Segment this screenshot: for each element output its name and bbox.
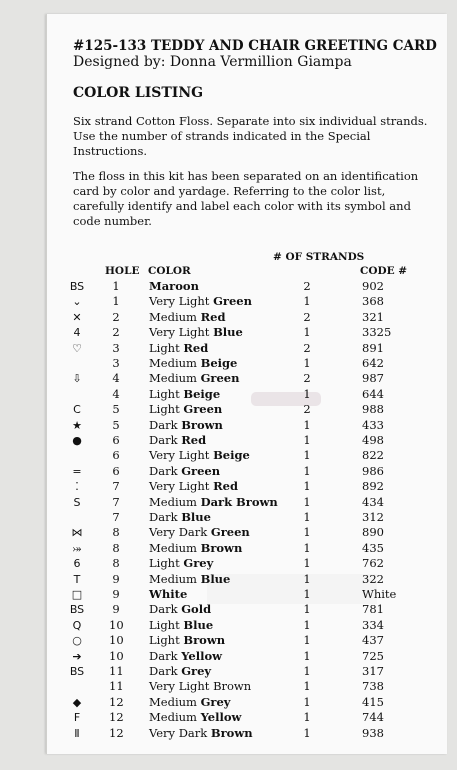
table-row <box>47 402 447 417</box>
strand-count: 1 <box>303 525 311 540</box>
color-name <box>149 679 251 694</box>
strand-count: 1 <box>303 448 311 463</box>
color-main: Red <box>183 340 209 355</box>
header-color: COLOR <box>148 265 191 277</box>
strand-count: 1 <box>303 294 311 309</box>
hole-number: 11 <box>109 664 124 678</box>
color-prefix: Light <box>149 402 184 417</box>
floss-code: 322 <box>362 571 384 586</box>
color-main: Red <box>213 479 238 494</box>
strand-count: 1 <box>303 494 311 509</box>
pattern-symbol-icon: S <box>73 495 81 509</box>
hole-number: 3 <box>112 356 120 370</box>
color-name <box>149 387 220 402</box>
pattern-symbol-icon: ➔ <box>72 649 82 663</box>
table-row <box>47 587 447 602</box>
hole-number: 8 <box>112 525 120 540</box>
floss-code: 781 <box>362 602 384 617</box>
strand-count: 1 <box>303 540 311 555</box>
hole-number: 4 <box>112 371 120 386</box>
color-name <box>149 325 243 340</box>
table-row <box>47 464 447 479</box>
floss-code: 891 <box>362 340 384 355</box>
color-main: Green <box>210 525 250 540</box>
color-prefix: Medium <box>149 694 201 709</box>
color-name <box>149 495 278 510</box>
color-main: Blue <box>181 510 211 524</box>
color-prefix: Light <box>149 617 184 632</box>
hole-number: 6 <box>112 463 120 478</box>
color-main: Blue <box>213 325 243 340</box>
floss-code: 890 <box>362 525 384 540</box>
color-name <box>149 695 230 710</box>
color-prefix: Dark <box>149 463 182 478</box>
strand-count: 1 <box>303 710 311 725</box>
floss-code: 334 <box>362 617 384 632</box>
color-name <box>149 294 252 309</box>
color-main: Blue <box>183 617 214 632</box>
floss-code: 3325 <box>362 325 392 340</box>
strand-count: 1 <box>303 479 311 494</box>
pattern-symbol-icon: □ <box>71 588 83 601</box>
table-row <box>47 710 447 725</box>
color-prefix: Medium <box>149 540 201 555</box>
pattern-symbol-icon: ○ <box>72 634 82 648</box>
floss-code: 938 <box>362 725 384 740</box>
floss-code: 435 <box>362 540 384 555</box>
table-row <box>47 279 447 294</box>
strand-count: 2 <box>303 402 311 417</box>
hole-number: 6 <box>112 433 120 447</box>
hole-number: 8 <box>112 540 120 555</box>
strand-count: 1 <box>303 417 311 432</box>
floss-code: 986 <box>362 463 384 478</box>
pattern-symbol-icon: ● <box>72 434 82 447</box>
color-main: White <box>149 587 188 601</box>
floss-code: 368 <box>362 294 384 309</box>
table-row <box>47 433 447 448</box>
color-main: Brown <box>183 633 226 648</box>
hole-number: 3 <box>112 340 120 355</box>
floss-code: 892 <box>362 479 384 494</box>
hole-number: 12 <box>109 710 124 725</box>
color-name <box>149 448 250 463</box>
table-row <box>47 525 447 540</box>
color-main: Red <box>181 433 207 447</box>
color-main: Grey <box>183 556 214 571</box>
color-main: Beige <box>200 356 238 370</box>
strand-count: 1 <box>303 648 311 663</box>
strand-count: 1 <box>303 617 311 632</box>
pattern-symbol-icon: = <box>72 464 82 478</box>
pattern-symbol-icon: C <box>73 403 81 417</box>
strand-count: 1 <box>303 463 311 478</box>
color-name <box>149 433 206 448</box>
color-name <box>149 602 211 617</box>
color-main: Grey <box>200 694 231 709</box>
table-row <box>47 356 447 371</box>
table-row <box>47 341 447 356</box>
floss-code: 434 <box>362 494 384 509</box>
hole-number: 7 <box>112 510 120 524</box>
color-name <box>149 418 223 433</box>
hole-number: 6 <box>112 448 120 463</box>
strand-count: 1 <box>303 433 311 447</box>
instructions-paragraph-1: Six strand Cotton Floss. Separate into six individual strands. Use the number of strands indicated in the Special Instructions. <box>73 114 428 158</box>
hole-number: 11 <box>109 679 124 694</box>
color-prefix: Very Light <box>149 325 214 340</box>
table-row <box>47 602 447 617</box>
color-main: Blue <box>200 571 231 586</box>
color-name <box>149 541 242 556</box>
color-main: Gold <box>181 602 212 617</box>
designer-line <box>73 54 352 70</box>
color-name <box>149 649 222 664</box>
instruction-card <box>46 14 447 754</box>
color-name <box>149 587 187 602</box>
color-prefix: Medium <box>149 371 201 386</box>
strand-count: 1 <box>303 571 311 586</box>
hole-number: 7 <box>112 479 120 494</box>
color-main: Brown <box>200 540 243 555</box>
strand-count: 1 <box>303 356 311 370</box>
hole-number: 1 <box>112 279 120 293</box>
hole-number: 2 <box>112 309 120 324</box>
color-main: Green <box>200 371 240 386</box>
floss-code: 642 <box>362 356 384 370</box>
pattern-symbol-icon: ◆ <box>72 695 82 709</box>
color-name <box>149 279 199 294</box>
table-row <box>47 325 447 340</box>
hole-number: 9 <box>112 587 120 601</box>
color-main: Maroon <box>149 279 199 293</box>
strand-count: 1 <box>303 386 311 401</box>
color-name <box>149 572 230 587</box>
strand-count: 1 <box>303 633 311 648</box>
color-name <box>149 310 226 325</box>
floss-code: 822 <box>362 448 384 463</box>
header-hole: HOLE <box>105 265 140 277</box>
color-prefix: Medium <box>149 571 201 586</box>
color-prefix: Medium <box>149 710 201 725</box>
color-main: Brown <box>181 417 223 432</box>
color-name <box>149 371 239 386</box>
table-row <box>47 310 447 325</box>
color-prefix: Very Light <box>149 448 214 463</box>
strand-count: 1 <box>303 725 311 740</box>
color-prefix: Dark <box>149 648 182 663</box>
color-name <box>149 402 222 417</box>
color-name <box>149 356 237 371</box>
color-main: Brown <box>210 725 253 740</box>
hole-number: 9 <box>112 602 120 617</box>
instructions-paragraph-2: The floss in this kit has been separated on an identification card by color and yardage. Referring to the color list, carefully identify and label each color with its symbol and code number. <box>73 169 419 228</box>
pattern-symbol-icon: ★ <box>72 418 82 432</box>
table-row <box>47 495 447 510</box>
hole-number: 12 <box>109 694 124 709</box>
pattern-symbol-icon: Ⅱ <box>74 726 80 740</box>
color-name <box>149 341 208 356</box>
hole-number: 2 <box>112 325 120 340</box>
table-row <box>47 679 447 694</box>
floss-code: 738 <box>362 679 384 694</box>
color-main: Beige <box>183 386 221 401</box>
floss-code: 437 <box>362 633 384 648</box>
hole-number: 4 <box>112 386 120 401</box>
pattern-symbol-icon: ⁚ <box>75 480 79 494</box>
floss-code: 312 <box>362 510 384 524</box>
header-strands: # OF STRANDS <box>273 251 365 263</box>
strand-count: 2 <box>303 340 311 355</box>
strand-count: 1 <box>303 556 311 571</box>
table-row <box>47 618 447 633</box>
floss-code: 987 <box>362 371 384 386</box>
designer-name: Donna Vermillion Giampa <box>169 54 352 70</box>
hole-number: 5 <box>112 417 120 432</box>
hole-number: 10 <box>109 633 124 648</box>
table-row <box>47 294 447 309</box>
color-prefix: Medium <box>149 494 201 509</box>
pattern-symbol-icon: Q <box>72 618 82 632</box>
floss-code: 725 <box>362 648 384 663</box>
table-row <box>47 664 447 679</box>
table-row <box>47 448 447 463</box>
color-prefix: Very Light <box>149 294 214 309</box>
floss-code: 644 <box>362 386 384 401</box>
color-name <box>149 525 250 540</box>
hole-number: 5 <box>112 402 120 417</box>
color-name <box>149 510 211 525</box>
color-name <box>149 464 220 479</box>
hole-number: 1 <box>112 294 120 309</box>
table-row <box>47 572 447 587</box>
table-row <box>47 695 447 710</box>
floss-code: 433 <box>362 417 384 432</box>
table-row <box>47 387 447 402</box>
color-prefix: Very Dark <box>149 725 211 740</box>
color-prefix: Very Dark <box>149 525 211 540</box>
strand-count: 2 <box>303 279 311 293</box>
color-prefix: Dark <box>149 602 182 617</box>
strand-count: 1 <box>303 679 311 694</box>
color-name <box>149 726 253 741</box>
color-main: Red <box>200 309 226 324</box>
color-main: Green <box>213 294 252 309</box>
table-row <box>47 371 447 386</box>
table-row <box>47 633 447 648</box>
pattern-symbol-icon: BS <box>69 280 85 293</box>
table-row <box>47 726 447 741</box>
color-name <box>149 556 213 571</box>
strand-count: 1 <box>303 325 311 340</box>
floss-code: 317 <box>362 664 384 678</box>
table-row <box>47 556 447 571</box>
strand-count: 1 <box>303 664 311 678</box>
floss-code: 744 <box>362 710 384 725</box>
floss-code: 321 <box>362 309 384 324</box>
strand-count: 1 <box>303 602 311 617</box>
color-name <box>149 479 238 494</box>
floss-code: 988 <box>362 402 384 417</box>
pattern-symbol-icon: 4 <box>73 326 81 340</box>
table-row <box>47 418 447 433</box>
pattern-symbol-icon: BS <box>69 665 85 678</box>
color-main: Yellow <box>200 710 242 725</box>
section-heading: COLOR LISTING <box>73 85 204 101</box>
color-name <box>149 633 225 648</box>
pattern-symbol-icon: ♡ <box>72 341 82 355</box>
color-main: Green <box>183 402 223 417</box>
table-row <box>47 479 447 494</box>
pattern-symbol-icon: BS <box>69 603 85 617</box>
hole-number: 8 <box>112 556 120 571</box>
color-main: Yellow <box>181 648 223 663</box>
table-row <box>47 541 447 556</box>
color-name <box>149 618 213 633</box>
strand-count: 2 <box>303 309 311 324</box>
floss-code: 498 <box>362 433 384 447</box>
hole-number: 9 <box>112 571 120 586</box>
color-prefix: Dark <box>149 417 182 432</box>
color-prefix: Light <box>149 386 184 401</box>
hole-number: 10 <box>109 617 124 632</box>
color-prefix: Light <box>149 340 184 355</box>
floss-code: 902 <box>362 279 384 293</box>
table-row <box>47 649 447 664</box>
pattern-symbol-icon: ✕ <box>72 310 82 324</box>
floss-code: 415 <box>362 694 384 709</box>
designer-label: Designed by: <box>73 54 166 70</box>
color-prefix: Dark <box>149 664 182 678</box>
strand-count: 1 <box>303 694 311 709</box>
pattern-symbol-icon: ⤖ <box>72 541 82 555</box>
color-name <box>149 710 241 725</box>
color-prefix: Very Light Brown <box>149 679 252 694</box>
color-main: Dark Brown <box>200 494 278 509</box>
hole-number: 7 <box>112 494 120 509</box>
color-name <box>149 664 211 679</box>
hole-number: 10 <box>109 648 124 663</box>
color-prefix: Light <box>149 633 184 648</box>
color-prefix: Medium <box>149 309 201 324</box>
hole-number: 12 <box>109 725 124 740</box>
color-prefix: Dark <box>149 433 182 447</box>
card-title: #125-133 TEDDY AND CHAIR GREETING CARD <box>73 38 437 54</box>
color-main: Green <box>181 463 221 478</box>
strand-count: 1 <box>303 510 311 524</box>
header-code: CODE # <box>360 265 408 277</box>
color-main: Grey <box>181 664 212 678</box>
pattern-symbol-icon: T <box>73 572 81 586</box>
strand-count: 1 <box>303 587 311 601</box>
color-prefix: Light <box>149 556 184 571</box>
color-prefix: Dark <box>149 510 182 524</box>
color-prefix: Very Light <box>149 479 214 494</box>
pattern-symbol-icon: 6 <box>73 557 81 571</box>
floss-code: 762 <box>362 556 384 571</box>
floss-code: White <box>362 587 397 601</box>
pattern-symbol-icon: ⋈ <box>71 526 83 540</box>
table-row <box>47 510 447 525</box>
color-prefix: Medium <box>149 356 201 370</box>
color-main: Beige <box>213 448 250 463</box>
pattern-symbol-icon: ⇩ <box>72 372 82 386</box>
pattern-symbol-icon: ⌄ <box>72 295 82 309</box>
pattern-symbol-icon: F <box>73 711 81 725</box>
strand-count: 2 <box>303 371 311 386</box>
